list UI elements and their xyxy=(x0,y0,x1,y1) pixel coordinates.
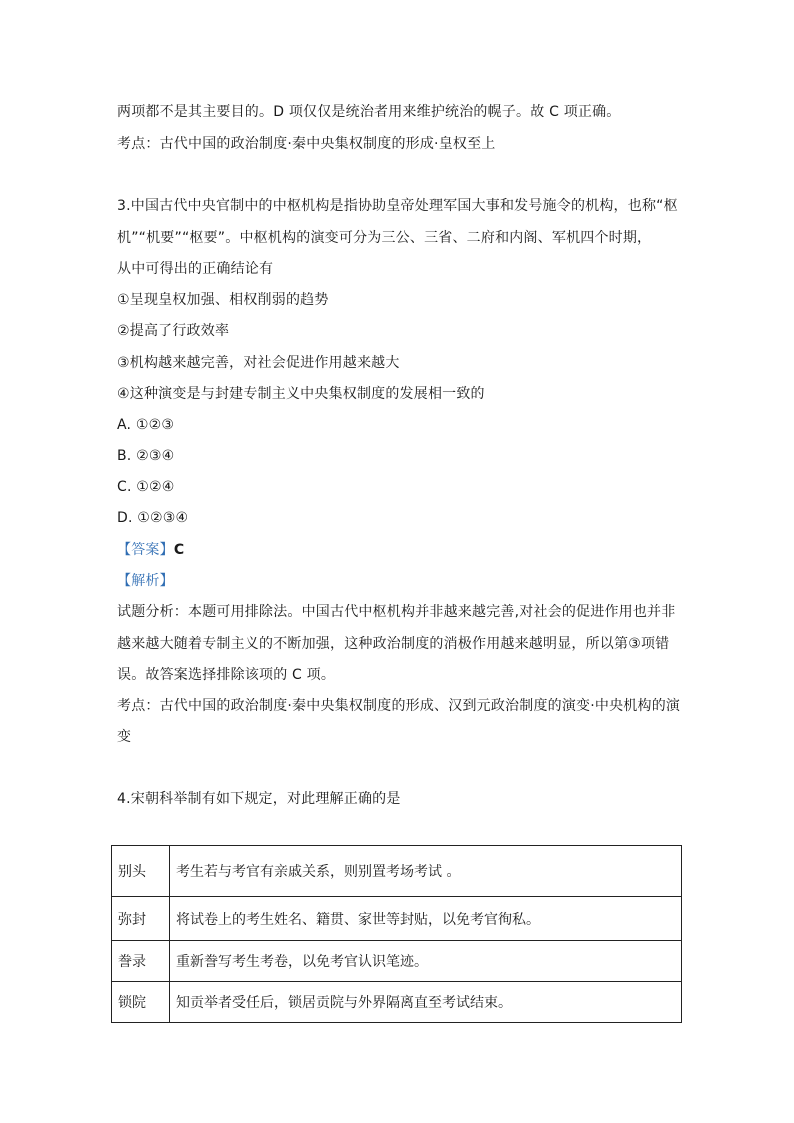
q3-option-b: B. ②③④ xyxy=(117,448,175,464)
q3-option-a: A. ①②③ xyxy=(117,417,175,433)
q3-statement-4: ④这种演变是与封建专制主义中央集权制度的发展相一致的 xyxy=(117,386,485,402)
answer-tag: 【答案】 xyxy=(117,542,174,558)
prev-answer-tail: 两项都不是其主要目的。D 项仅仅是统治者用来维护统治的幌子。故 C 项正确。 xyxy=(117,104,621,120)
table-row xyxy=(112,941,682,982)
q3-analysis-line2: 越来越大随着专制主义的不断加强，这种政治制度的消极作用越来越明显，所以第③项错 xyxy=(117,636,670,652)
table-row xyxy=(112,846,682,897)
q3-answer xyxy=(117,540,184,560)
q3-analysis-line3: 误。故答案选择排除该项的 C 项。 xyxy=(117,667,336,683)
table-term: 弥封 xyxy=(112,897,170,941)
q4-rules-table xyxy=(111,845,682,1023)
table-desc: 知贡举者受任后，锁居贡院与外界隔离直至考试结束。 xyxy=(170,982,682,1023)
q3-stem-line1: 3.中国古代中央官制中的中枢机构是指协助皇帝处理军国大事和发号施令的机构，也称“枢 xyxy=(117,198,678,214)
table-desc: 将试卷上的考生姓名、籍贯、家世等封贴，以免考官徇私。 xyxy=(170,897,682,941)
table-term: 锁院 xyxy=(112,982,170,1023)
q3-kaodian-line2: 变 xyxy=(117,729,132,745)
table-desc: 考生若与考官有亲戚关系，则别置考场考试 。 xyxy=(170,846,682,897)
table-row xyxy=(112,897,682,941)
table-term: 别头 xyxy=(112,846,170,897)
q3-analysis-line1: 试题分析：本题可用排除法。中国古代中枢机构并非越来越完善,对社会的促进作用也并非 xyxy=(117,604,676,620)
q3-statement-2: ②提高了行政效率 xyxy=(117,323,230,339)
q3-stem-line3: 从中可得出的正确结论有 xyxy=(117,261,274,277)
table-desc: 重新誊写考生考卷，以免考官认识笔迹。 xyxy=(170,941,682,982)
q3-option-d: D. ①②③④ xyxy=(117,510,189,526)
q3-stem-line2: 机”“机要”“枢要”。中枢机构的演变可分为三公、三省、二府和内阁、军机四个时期， xyxy=(117,230,652,246)
q4-stem: 4.宋朝科举制有如下规定，对此理解正确的是 xyxy=(117,791,401,807)
answer-value: C xyxy=(173,542,185,558)
q3-kaodian-line1: 考点：古代中国的政治制度·秦中央集权制度的形成、汉到元政治制度的演变·中央机构的演 xyxy=(117,698,681,714)
prev-kaodian: 考点：古代中国的政治制度·秦中央集权制度的形成·皇权至上 xyxy=(117,136,496,152)
q3-statement-3: ③机构越来越完善，对社会促进作用越来越大 xyxy=(117,355,400,371)
q3-statement-1: ①呈现皇权加强、相权削弱的趋势 xyxy=(117,292,329,308)
analysis-tag: 【解析】 xyxy=(117,573,174,589)
q3-option-c: C. ①②④ xyxy=(117,479,175,495)
table-term: 誊录 xyxy=(112,941,170,982)
table-row xyxy=(112,982,682,1023)
